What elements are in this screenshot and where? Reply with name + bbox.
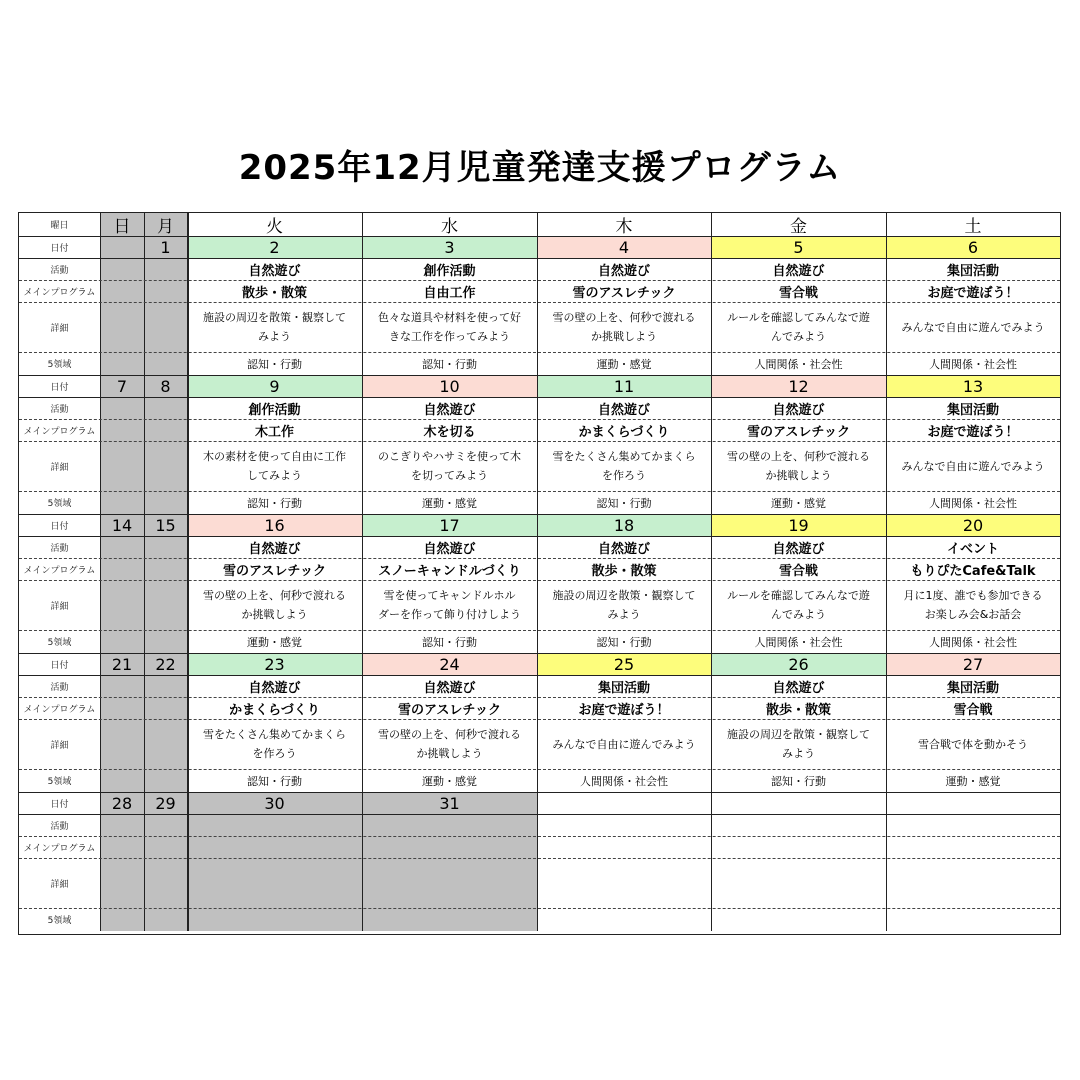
grid-row-line — [19, 375, 1060, 376]
sunday-date: 28 — [100, 792, 144, 814]
weekday-header: 金 — [790, 217, 807, 236]
day-detail: みんなで自由に遊んでみよう — [901, 320, 1045, 334]
day-domain: 人間関係・社会性 — [929, 357, 1017, 371]
day-activity: 集団活動 — [946, 263, 999, 279]
day-activity: 自然遊び — [597, 402, 650, 418]
day-activity: 集団活動 — [597, 680, 650, 696]
day-domain: 人間関係・社会性 — [754, 635, 843, 649]
grid-row-line — [19, 580, 1060, 581]
header-label-dow: 曜日 — [50, 221, 69, 231]
day-main: 散歩・散策 — [591, 563, 657, 579]
day-detail: ルールを確認してみんなで遊 んでみよう — [727, 311, 870, 343]
page-title: 2025年12月児童発達支援プログラム — [238, 148, 842, 188]
day-domain — [187, 908, 362, 931]
row-label-main: メインプログラム — [23, 287, 96, 298]
monday-cell — [144, 352, 187, 375]
day-domain — [362, 908, 537, 931]
day-detail: ルールを確認してみんなで遊 んでみよう — [727, 589, 870, 621]
sunday-cell — [100, 302, 144, 352]
day-main: お庭で遊ぼう！ — [578, 702, 670, 718]
day-main: かまくらづくり — [229, 702, 320, 718]
day-domain: 運動・感覚 — [596, 357, 652, 371]
day-date — [711, 792, 886, 814]
sunday-date: 7 — [100, 375, 144, 397]
monday-date: 15 — [144, 514, 187, 536]
row-label-detail: 詳細 — [50, 462, 69, 473]
day-activity: 自然遊び — [597, 263, 650, 279]
grid-row-line — [19, 536, 1060, 537]
weekday-header: 月 — [144, 213, 187, 236]
day-activity — [187, 814, 362, 836]
row-label-activity: 活動 — [50, 682, 69, 693]
day-date: 20 — [886, 514, 1060, 536]
grid-row-line — [19, 675, 1060, 676]
monday-cell — [144, 397, 187, 419]
sunday-cell — [100, 258, 144, 280]
day-main — [711, 836, 886, 858]
day-main: お庭で遊ぼう！ — [927, 285, 1019, 301]
day-main: 雪のアスレチック — [222, 563, 327, 579]
day-main: 雪のアスレチック — [746, 424, 851, 440]
day-detail: 雪を使ってキャンドルホル ダーを作って飾り付けしよう — [378, 589, 521, 621]
row-label-domain: 5領域 — [47, 638, 72, 648]
grid-row-line — [19, 236, 1060, 237]
grid-column-line — [886, 213, 887, 931]
row-label-date: 日付 — [50, 660, 69, 671]
day-date: 25 — [537, 653, 711, 675]
day-main: 雪のアスレチック — [397, 702, 502, 718]
day-main: かまくらづくり — [578, 424, 670, 440]
day-detail — [362, 858, 537, 908]
day-activity: 自然遊び — [423, 541, 476, 557]
row-label-main: メインプログラム — [23, 843, 96, 854]
day-date: 3 — [362, 236, 537, 258]
day-detail: のこぎりやハサミを使って木 を切ってみよう — [378, 450, 521, 482]
day-detail: 雪の壁の上を、何秒で渡れる か挑戦しよう — [378, 728, 521, 760]
row-label-detail: 詳細 — [50, 323, 69, 334]
day-activity — [537, 814, 711, 836]
monday-cell — [144, 630, 187, 653]
row-label-domain: 5領域 — [47, 916, 72, 926]
grid-row-line — [19, 514, 1060, 515]
grid-row-line — [19, 836, 1060, 837]
day-domain: 人間関係・社会性 — [580, 774, 668, 788]
day-domain — [537, 908, 711, 931]
day-detail — [711, 858, 886, 908]
monday-cell — [144, 536, 187, 558]
day-date: 10 — [362, 375, 537, 397]
day-domain: 認知・行動 — [771, 774, 826, 788]
monday-cell — [144, 491, 187, 514]
sunday-cell — [100, 908, 144, 931]
grid-row-line — [19, 491, 1060, 492]
grid-row-line — [19, 719, 1060, 720]
monday-cell — [144, 836, 187, 858]
day-detail — [537, 858, 711, 908]
day-detail: 施設の周辺を散策・観察して みよう — [727, 728, 870, 760]
day-activity: 自然遊び — [423, 402, 476, 418]
sunday-cell — [100, 491, 144, 514]
monday-date: 8 — [144, 375, 187, 397]
sunday-cell — [100, 352, 144, 375]
grid-column-line — [362, 213, 363, 931]
day-activity — [711, 814, 886, 836]
monday-cell — [144, 280, 187, 302]
day-activity: 自然遊び — [772, 402, 825, 418]
day-main — [537, 836, 711, 858]
day-domain: 認知・行動 — [596, 496, 652, 510]
grid-row-line — [19, 302, 1060, 303]
day-date: 18 — [537, 514, 711, 536]
program-calendar — [18, 212, 1061, 935]
row-label-domain: 5領域 — [47, 777, 72, 787]
day-activity — [886, 814, 1060, 836]
monday-date: 1 — [144, 236, 187, 258]
day-main: 木を切る — [423, 424, 476, 440]
day-date: 17 — [362, 514, 537, 536]
day-date: 27 — [886, 653, 1060, 675]
grid-column-line — [537, 213, 538, 931]
sunday-cell — [100, 836, 144, 858]
monday-cell — [144, 558, 187, 580]
sunday-cell — [100, 536, 144, 558]
day-activity: 自然遊び — [248, 263, 301, 279]
grid-column-line — [711, 213, 712, 931]
day-detail: 施設の周辺を散策・観察して みよう — [552, 589, 696, 621]
day-domain — [711, 908, 886, 931]
grid-row-line — [19, 814, 1060, 815]
day-activity: 自然遊び — [772, 680, 825, 696]
day-activity: 自然遊び — [772, 541, 825, 557]
day-detail: 色々な道具や材料を使って好 きな工作を作ってみよう — [378, 311, 521, 343]
day-date: 9 — [187, 375, 362, 397]
sunday-cell — [100, 280, 144, 302]
monday-cell — [144, 580, 187, 630]
monday-cell — [144, 814, 187, 836]
day-detail: 雪をたくさん集めてかまくら を作ろう — [203, 728, 346, 760]
monday-cell — [144, 258, 187, 280]
day-activity: 創作活動 — [248, 402, 301, 418]
row-label-date: 日付 — [50, 521, 69, 532]
day-domain: 運動・感覚 — [422, 774, 477, 788]
day-activity: 創作活動 — [423, 263, 476, 279]
day-main: 雪のアスレチック — [572, 285, 676, 301]
day-domain: 運動・感覚 — [247, 635, 302, 649]
sunday-cell — [100, 558, 144, 580]
weekday-header: 日 — [100, 213, 144, 236]
day-main: 雪合戦 — [778, 563, 818, 579]
row-label-activity: 活動 — [50, 404, 69, 415]
day-main: 木工作 — [254, 424, 294, 440]
row-label-date: 日付 — [50, 382, 69, 393]
monday-cell — [144, 769, 187, 792]
row-label-activity: 活動 — [50, 543, 69, 554]
day-domain: 運動・感覚 — [771, 496, 826, 510]
sunday-cell — [100, 419, 144, 441]
day-detail: 雪をたくさん集めてかまくら を作ろう — [552, 450, 696, 482]
weekday-header: 水 — [441, 217, 458, 236]
day-date: 31 — [362, 792, 537, 814]
grid-column-line — [144, 213, 145, 931]
day-date: 6 — [886, 236, 1060, 258]
day-activity: 自然遊び — [248, 680, 301, 696]
row-label-detail: 詳細 — [50, 740, 69, 751]
day-detail: 雪の壁の上を、何秒で渡れる か挑戦しよう — [552, 311, 696, 343]
sunday-cell — [100, 441, 144, 491]
day-detail: 月に1度、誰でも参加できる お楽しみ会&お話会 — [903, 589, 1043, 621]
sunday-cell — [100, 858, 144, 908]
monday-cell — [144, 419, 187, 441]
row-label-main: メインプログラム — [23, 704, 96, 715]
grid-row-line — [19, 280, 1060, 281]
day-date: 24 — [362, 653, 537, 675]
day-domain: 人間関係・社会性 — [754, 357, 843, 371]
day-main: もりぴたCafe&Talk — [910, 563, 1036, 579]
day-activity: 自然遊び — [248, 541, 301, 557]
day-activity: 自然遊び — [597, 541, 650, 557]
grid-row-line — [19, 558, 1060, 559]
day-main — [362, 836, 537, 858]
day-domain: 人間関係・社会性 — [929, 635, 1017, 649]
day-domain: 人間関係・社会性 — [929, 496, 1017, 510]
day-detail — [187, 858, 362, 908]
sunday-date: 21 — [100, 653, 144, 675]
day-date: 2 — [187, 236, 362, 258]
sunday-cell — [100, 630, 144, 653]
row-label-domain: 5領域 — [47, 499, 72, 509]
row-label-date: 日付 — [50, 243, 69, 254]
day-activity — [362, 814, 537, 836]
day-main: 雪合戦 — [778, 285, 818, 301]
day-activity: 自然遊び — [772, 263, 825, 279]
grid-row-line — [19, 792, 1060, 793]
day-date: 4 — [537, 236, 711, 258]
day-date: 23 — [187, 653, 362, 675]
monday-cell — [144, 675, 187, 697]
day-date: 13 — [886, 375, 1060, 397]
monday-cell — [144, 719, 187, 769]
grid-row-line — [19, 858, 1060, 859]
day-activity: 集団活動 — [946, 402, 999, 418]
monday-cell — [144, 908, 187, 931]
row-label-activity: 活動 — [50, 821, 69, 832]
day-main — [886, 836, 1060, 858]
day-date: 11 — [537, 375, 711, 397]
day-main: 散歩・散策 — [241, 285, 307, 301]
grid-row-line — [19, 769, 1060, 770]
monday-cell — [144, 858, 187, 908]
sunday-date — [100, 236, 144, 258]
day-date — [537, 792, 711, 814]
day-domain: 認知・行動 — [247, 357, 302, 371]
day-date: 30 — [187, 792, 362, 814]
sunday-cell — [100, 719, 144, 769]
row-label-domain: 5領域 — [47, 360, 72, 370]
day-date: 5 — [711, 236, 886, 258]
grid-column-line — [187, 213, 189, 931]
grid-column-line — [100, 213, 101, 931]
grid-row-line — [19, 697, 1060, 698]
sunday-cell — [100, 697, 144, 719]
row-label-detail: 詳細 — [50, 879, 69, 890]
sunday-cell — [100, 397, 144, 419]
sunday-date: 14 — [100, 514, 144, 536]
weekday-header: 火 — [266, 217, 283, 236]
sunday-cell — [100, 675, 144, 697]
day-domain: 認知・行動 — [247, 774, 302, 788]
day-main: お庭で遊ぼう！ — [927, 424, 1019, 440]
day-date: 16 — [187, 514, 362, 536]
day-detail — [886, 858, 1060, 908]
day-detail: みんなで自由に遊んでみよう — [552, 737, 696, 751]
grid-row-line — [19, 258, 1060, 259]
row-label-main: メインプログラム — [23, 565, 96, 576]
row-label-activity: 活動 — [50, 265, 69, 276]
row-label-main: メインプログラム — [23, 426, 96, 437]
weekday-header: 土 — [964, 217, 982, 236]
day-detail: 雪の壁の上を、何秒で渡れる か挑戦しよう — [203, 589, 346, 621]
sunday-cell — [100, 814, 144, 836]
grid-row-line — [19, 419, 1060, 420]
grid-row-line — [19, 441, 1060, 442]
day-main: 自由工作 — [423, 285, 476, 301]
day-detail: みんなで自由に遊んでみよう — [901, 459, 1045, 473]
day-detail: 雪合戦で体を動かそう — [918, 737, 1028, 751]
day-domain: 認知・行動 — [247, 496, 302, 510]
day-main: 散歩・散策 — [765, 702, 831, 718]
monday-cell — [144, 441, 187, 491]
day-detail: 木の素材を使って自由に工作 してみよう — [203, 450, 346, 482]
row-label-detail: 詳細 — [50, 601, 69, 612]
day-activity: イベント — [946, 541, 999, 557]
row-label-date: 日付 — [50, 799, 69, 810]
day-detail: 雪の壁の上を、何秒で渡れる か挑戦しよう — [727, 450, 870, 482]
grid-row-line — [19, 908, 1060, 909]
monday-cell — [144, 697, 187, 719]
day-domain: 認知・行動 — [422, 357, 477, 371]
day-domain: 認知・行動 — [596, 635, 652, 649]
sunday-cell — [100, 580, 144, 630]
day-date: 12 — [711, 375, 886, 397]
grid-row-line — [19, 653, 1060, 654]
day-activity: 集団活動 — [946, 680, 999, 696]
day-domain: 認知・行動 — [422, 635, 477, 649]
day-date — [886, 792, 1060, 814]
day-main — [187, 836, 362, 858]
monday-date: 29 — [144, 792, 187, 814]
day-domain: 運動・感覚 — [422, 496, 477, 510]
day-date: 19 — [711, 514, 886, 536]
day-domain: 運動・感覚 — [945, 774, 1001, 788]
grid-row-line — [19, 630, 1060, 631]
grid-row-line — [19, 397, 1060, 398]
day-domain — [886, 908, 1060, 931]
monday-cell — [144, 302, 187, 352]
day-activity: 自然遊び — [423, 680, 476, 696]
day-date: 26 — [711, 653, 886, 675]
day-main: 雪合戦 — [953, 702, 993, 718]
monday-date: 22 — [144, 653, 187, 675]
sunday-cell — [100, 769, 144, 792]
weekday-header: 木 — [615, 217, 633, 236]
day-main: スノーキャンドルづくり — [378, 563, 521, 579]
day-detail: 施設の周辺を散策・観察して みよう — [203, 311, 346, 343]
grid-row-line — [19, 352, 1060, 353]
